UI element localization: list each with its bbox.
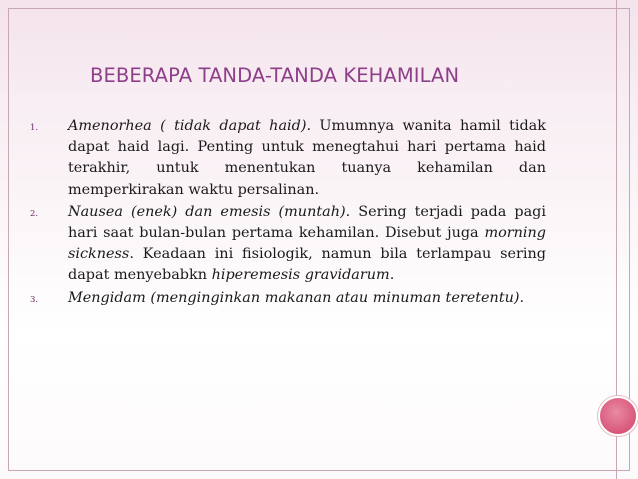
decorative-circle — [598, 396, 638, 436]
list-item — [30, 116, 550, 202]
item-body: . Keadaan ini fisiologik, namun bila terlampau sering dapat menyebabkn — [68, 246, 546, 284]
item-body: Sering terjadi pada pagi hari saat bulan-bulan pertama kehamilan. Disebut juga — [68, 203, 546, 242]
list-item-text — [68, 288, 546, 309]
signs-list — [30, 116, 550, 309]
item-term: Amenorhea ( tidak dapat haid). — [68, 118, 312, 134]
list-item — [30, 288, 550, 309]
vertical-rule-top — [616, 0, 617, 396]
list-item-number: 1. — [30, 123, 39, 133]
list-item — [30, 202, 550, 288]
item-term-hiperemesis: hiperemesis gravidarum — [211, 267, 390, 284]
vertical-rule-bottom — [616, 432, 617, 479]
item-term: Mengidam (menginginkan makanan atau minuman teretentu). — [68, 289, 525, 306]
list-item-text — [68, 202, 546, 287]
item-term: Nausea (enek) dan emesis (muntah). — [68, 203, 351, 220]
item-term-morning-sickness: morning sickness — [68, 225, 546, 263]
slide-title: BEBERAPA TANDA-TANDA KEHAMILAN — [90, 64, 460, 87]
item-body: . — [389, 267, 395, 284]
item-body: Umumnya wanita hamil tidak dapat haid lagi. Penting untuk menegtahui hari pertama haid terakhir, untuk menentukan tuanya kehamilan dan memperkirakan waktu persalinan. — [68, 118, 546, 198]
list-item-text — [68, 116, 546, 201]
list-item-number: 3. — [30, 294, 39, 305]
list-item-number: 2. — [30, 208, 39, 219]
